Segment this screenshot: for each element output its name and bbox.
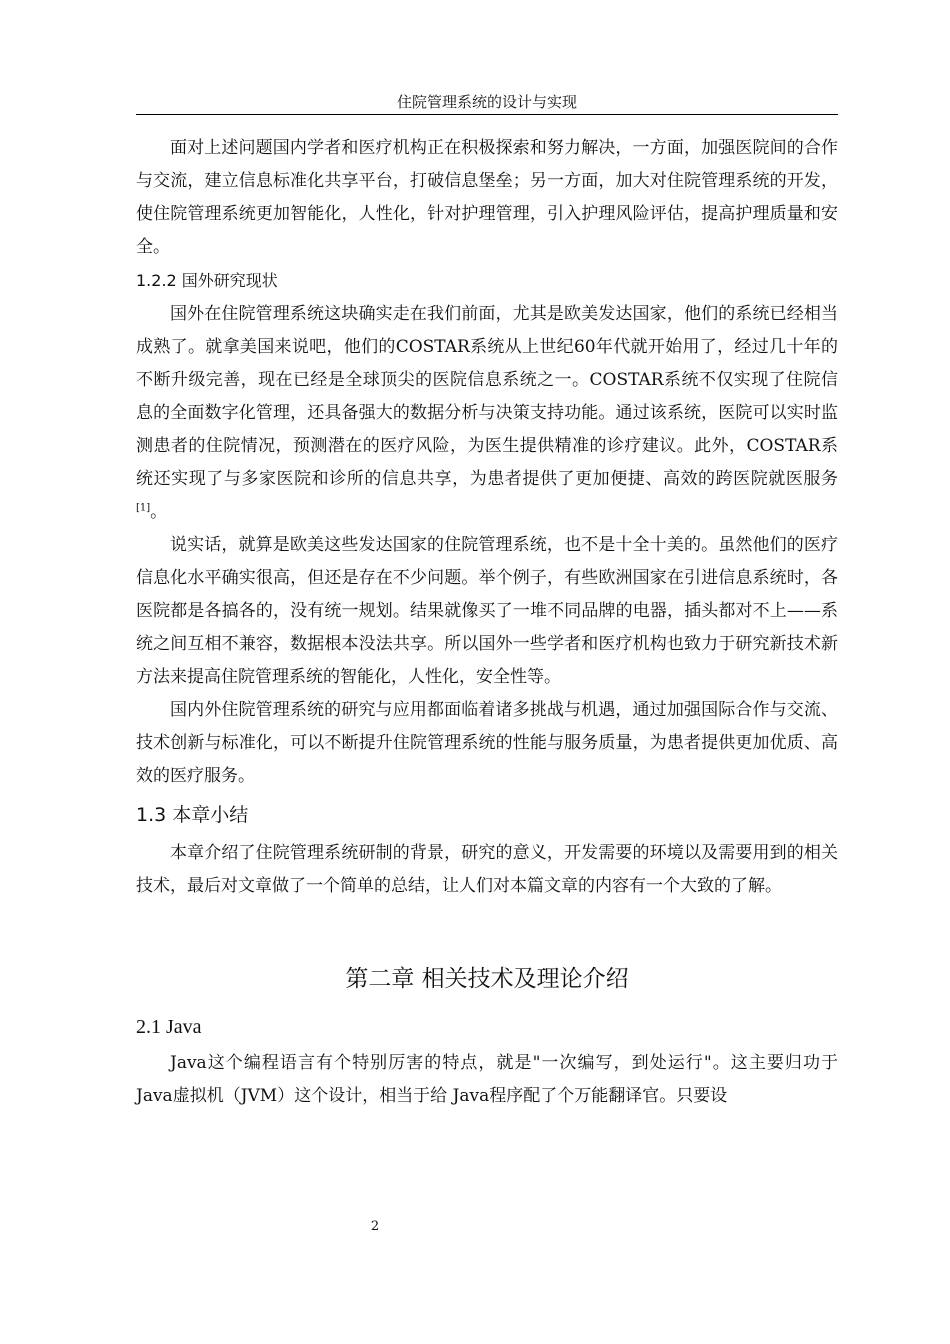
paragraph-foreign-status-end: 。 xyxy=(150,502,168,522)
paragraph-chapter-summary: 本章介绍了住院管理系统研制的背景，研究的意义，开发需要的环境以及需要用到的相关技术，最后对文章做了一个简单的总结，让人们对本篇文章的内容有一个大致的了解。 xyxy=(136,843,838,896)
heading-1-2-2: 1.2.2 国外研究现状 xyxy=(136,271,278,290)
chapter-2-title: 第二章 相关技术及理论介绍 xyxy=(345,966,629,992)
paragraph-foreign-problems: 说实话，就算是欧美这些发达国家的住院管理系统，也不是十全十美的。虽然他们的医疗信息化水平确实很高，但还是存在不少问题。举个例子，有些欧洲国家在引进信息系统时，各医院都是各搞各的，没有统一规划。结果就像买了一堆不同品牌的电器，插头都对不上——系统之间互相不兼容，数据根本没法共享。所以国外一些学者和医疗机构也致力于研究新技术新方法来提高住院管理系统的智能化，人性化，安全性等。 xyxy=(136,535,838,687)
paragraph-java-intro: Java这个编程语言有个特别厉害的特点，就是"一次编写，到处运行"。这主要归功于 Java虚拟机（JVM）这个设计，相当于给 Java程序配了个万能翻译官。只要设 xyxy=(136,1053,838,1106)
citation-ref: [1] xyxy=(136,502,151,514)
heading-2-1: 2.1 Java xyxy=(136,1016,202,1038)
header-rule xyxy=(136,114,838,115)
page-body xyxy=(136,132,838,1113)
heading-1-3: 1.3 本章小结 xyxy=(136,804,249,826)
paragraph-domestic-solutions: 面对上述问题国内学者和医疗机构正在积极探索和努力解决，一方面，加强医院间的合作与交流，建立信息标准化共享平台，打破信息堡垒；另一方面，加大对住院管理系统的开发，使住院管理系统更加智能化，人性化，针对护理管理，引入护理风险评估，提高护理质量和安全。 xyxy=(136,138,838,257)
paragraph-foreign-status-text: 国外在住院管理系统这块确实走在我们前面，尤其是欧美发达国家，他们的系统已经相当成熟了。就拿美国来说吧，他们的COSTAR系统从上世纪60年代就开始用了，经过几十年的不断升级完善，现在已经是全球顶尖的医院信息系统之一。COSTAR系统不仅实现了住院信息的全面数字化管理，还具备强大的数据分析与决策支持功能。通过该系统，医院可以实时监测患者的住院情况，预测潜在的医疗风险，为医生提供精准的诊疗建议。此外，COSTAR系统还实现了与多家医院和诊所的信息共享，为患者提供了更加便捷、高效的跨医院就医服务 xyxy=(136,304,838,489)
paragraph-foreign-status xyxy=(136,298,838,529)
page-number: 2 xyxy=(370,1219,380,1234)
paragraph-challenges: 国内外住院管理系统的研究与应用都面临着诸多挑战与机遇，通过加强国际合作与交流、技术创新与标准化，可以不断提升住院管理系统的性能与服务质量，为患者提供更加优质、高效的医疗服务。 xyxy=(136,700,838,786)
running-header: 住院管理系统的设计与实现 xyxy=(396,93,577,111)
